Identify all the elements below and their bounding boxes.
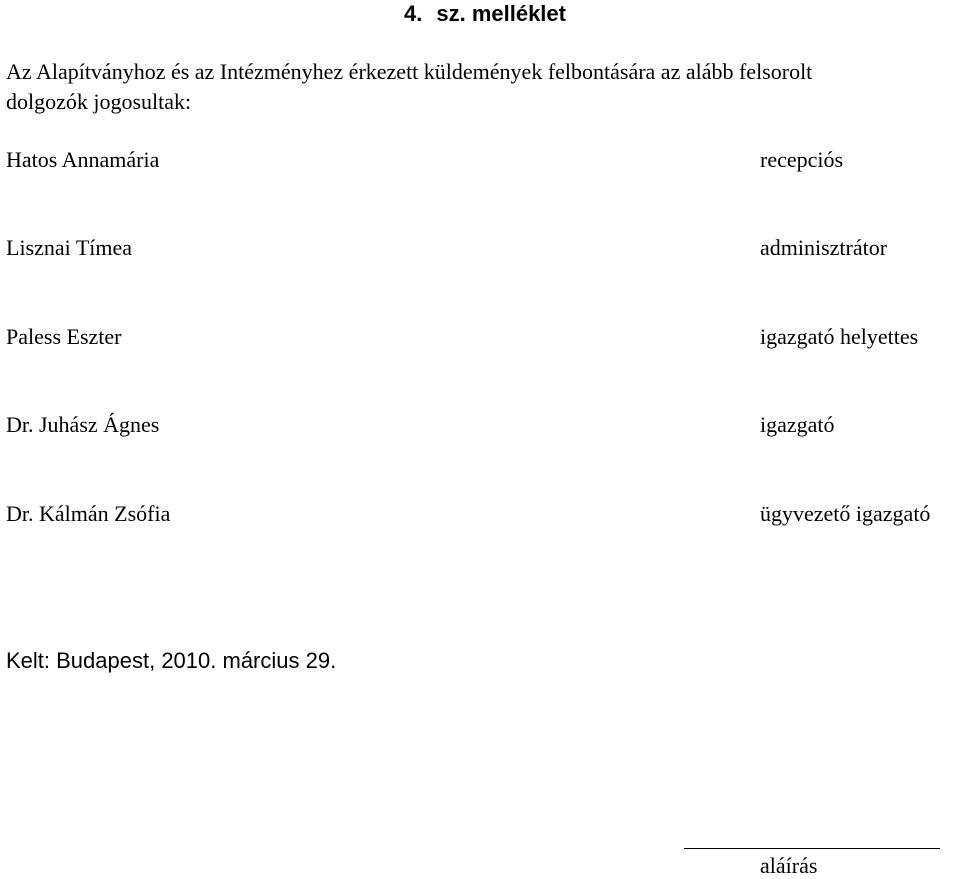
annex-heading — [404, 1, 566, 27]
intro-line-1: Az Alapítványhoz és az Intézményhez érkezett küldemények felbontására az alább felsorolt — [6, 59, 813, 84]
staff-name: Hatos Annamária — [6, 147, 160, 172]
date-place-line: Kelt: Budapest, 2010. március 29. — [6, 648, 337, 673]
intro-line-2: dolgozók jogosultak: — [6, 89, 192, 114]
staff-role: recepciós — [760, 147, 844, 172]
annex-number: 4. — [404, 1, 423, 26]
staff-row — [0, 410, 960, 440]
signature-label: aláírás — [760, 853, 818, 878]
staff-name: Lisznai Tímea — [6, 235, 133, 260]
staff-row — [0, 322, 960, 352]
staff-row — [0, 499, 960, 529]
signature-line — [684, 848, 940, 849]
staff-role: adminisztrátor — [760, 235, 888, 260]
staff-role: igazgató — [760, 412, 835, 437]
staff-name: Dr. Kálmán Zsófia — [6, 501, 171, 526]
intro-paragraph — [6, 57, 956, 117]
staff-role: ügyvezető igazgató — [760, 501, 931, 526]
staff-row — [0, 233, 960, 263]
staff-row — [0, 145, 960, 175]
annex-title: sz. melléklet — [436, 1, 566, 26]
staff-name: Dr. Juhász Ágnes — [6, 412, 160, 437]
staff-name: Paless Eszter — [6, 324, 122, 349]
staff-role: igazgató helyettes — [760, 324, 919, 349]
